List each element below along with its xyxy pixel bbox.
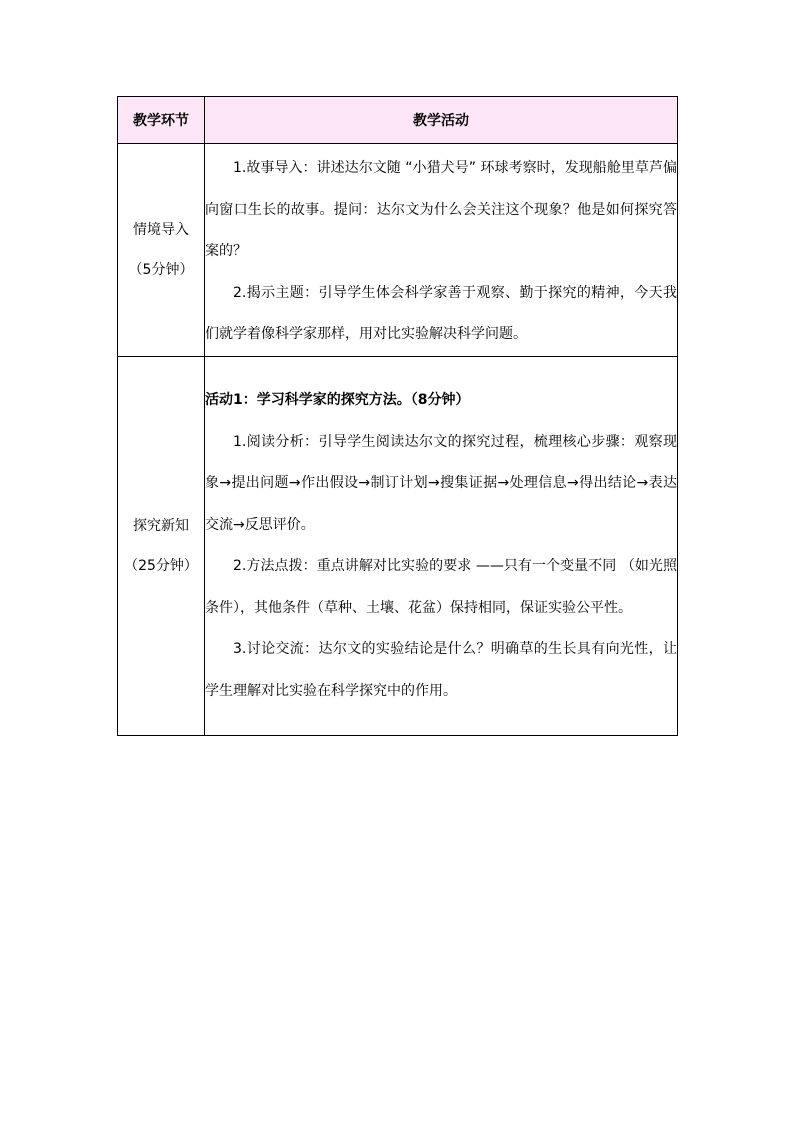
stage-time: （5分钟） <box>128 262 194 278</box>
stage-time: （25分钟） <box>124 558 198 574</box>
table-row <box>118 357 678 736</box>
stage-name: 探究新知 <box>133 518 189 534</box>
activity-paragraph: 3.讨论交流：达尔文的实验结论是什么？明确草的生长具有向光性，让学生理解对比实验在科学探究中的作用。 <box>205 641 677 699</box>
activity-paragraph: 1.故事导入：讲述达尔文随 “小猎犬号” 环球考察时，发现船舱里草芦偏向窗口生长的故事。提问：达尔文为什么会关注这个现象？他是如何探究答案的？ <box>205 160 677 260</box>
header-teaching-activity: 教学活动 <box>205 97 678 144</box>
table-row <box>118 144 678 357</box>
stage-cell <box>118 357 205 736</box>
activity-paragraph: 2.揭示主题：引导学生体会科学家善于观察、勤于探究的精神，今天我们就学着像科学家那样，用对比实验解决科学问题。 <box>205 284 677 343</box>
stage-name: 情境导入 <box>133 222 189 238</box>
lesson-plan-table <box>117 96 678 736</box>
activity-paragraph: 2.方法点拨：重点讲解对比实验的要求 ——只有一个变量不同 （如光照条件），其他条件（草种、土壤、花盆）保持相同，保证实验公平性。 <box>205 558 677 616</box>
table-header-row <box>118 97 678 144</box>
activity-cell <box>205 144 678 357</box>
activity-cell <box>205 357 678 736</box>
activity-title: 活动1：学习科学家的探究方法。（8分钟） <box>205 392 470 408</box>
activity-paragraph: 1.阅读分析：引导学生阅读达尔文的探究过程，梳理核心步骤：观察现象→提出问题→作出假设→制订计划→搜集证据→处理信息→得出结论→表达交流→反思评价。 <box>205 433 677 533</box>
stage-cell <box>118 144 205 357</box>
header-teaching-stage: 教学环节 <box>118 97 205 144</box>
